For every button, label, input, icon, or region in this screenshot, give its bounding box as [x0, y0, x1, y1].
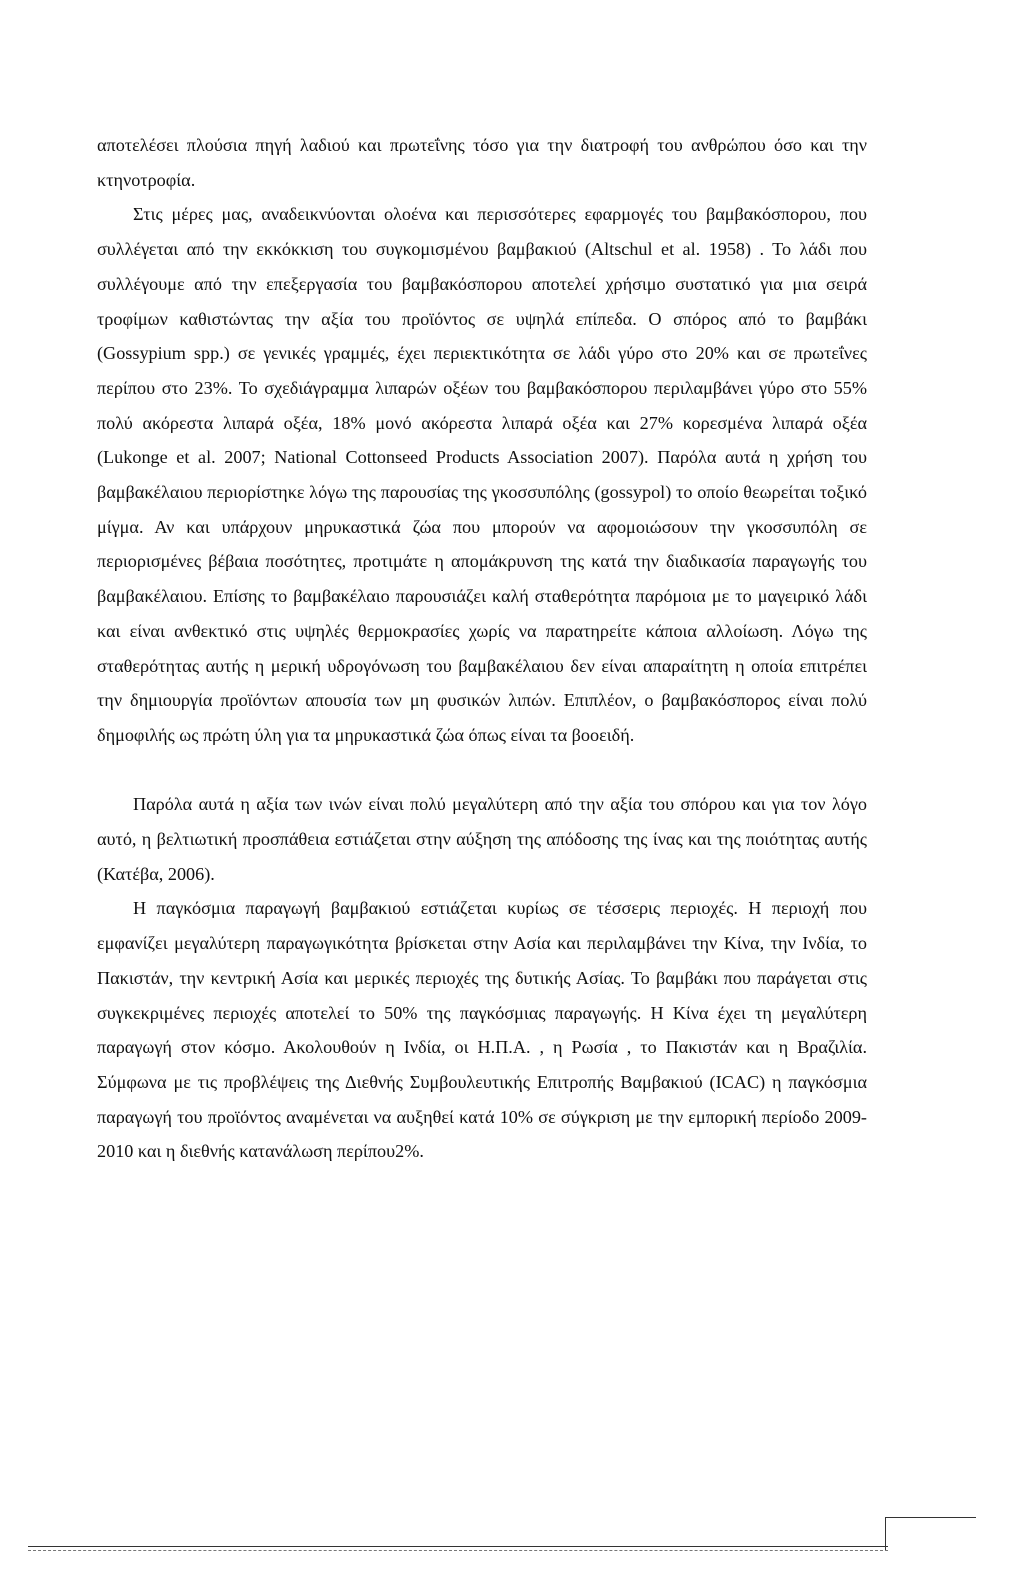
paragraph-world-production: Η παγκόσμια παραγωγή βαμβακιού εστιάζεται κυρίως σε τέσσερις περιοχές. Η περιοχή που εμφανίζει μεγαλύτερη παραγωγικότητα βρίσκεται στην Ασία και περιλαμβάνει την Κίνα, την Ινδία, το Πακιστάν, την κεντρική Ασία και μερικές περιοχές της δυτικής Ασίας. Το βαμβάκι που παράγεται στις συγκεκριμένες περιοχές αποτελεί το 50% της παγκόσμιας παραγωγής. Η Κίνα έχει τη μεγαλύτερη παραγωγή στον κόσμο. Ακολουθούν η Ινδία, οι Η.Π.Α. , η Ρωσία , το Πακιστάν και η Βραζιλία. Σύμφωνα με τις προβλέψεις της Διεθνής Συμβουλευτικής Επιτροπής Βαμβακιού (ICAC) η παγκόσμια παραγωγή του προϊόντος αναμένεται να αυξηθεί κατά 10% σε σύγκριση με την εμπορική περίοδο 2009-2010 και η διεθνής κατανάλωση περίπου2%. — [97, 898, 867, 1162]
paragraph-fiber-value: Παρόλα αυτά η αξία των ινών είναι πολύ μεγαλύτερη από την αξία του σπόρου και για τον λόγο αυτό, η βελτιωτική προσπάθεια εστιάζεται στην αύξηση της απόδοσης της ίνας και της ποιότητας αυτής (Κατέβα, 2006). — [97, 794, 867, 884]
paragraph-cottonseed-applications: Στις μέρες μας, αναδεικνύονται ολοένα και περισσότερες εφαρμογές του βαμβακόσπορου, που συλλέγεται από την εκκόκκιση του συγκομισμένου βαμβακιού (Altschul et al. 1958) . Το λάδι που συλλέγουμε από την επεξεργασία του βαμβακόσπορου αποτελεί χρήσιμο συστατικό για μια σειρά τροφίμων καθιστώντας την αξία του προϊόντος σε υψηλά επίπεδα. Ο σπόρος από το βαμβάκι (Gossypium spp.) σε γενικές γραμμές, έχει περιεκτικότητα σε λάδι γύρο στο 20% και σε πρωτεΐνες περίπου στο 23%. Το σχεδιάγραμμα λιπαρών οξέων του βαμβακόσπορου περιλαμβάνει γύρο στο 55% πολύ ακόρεστα λιπαρά οξέα, 18% μονό ακόρεστα λιπαρά οξέα και 27% κορεσμένα λιπαρά οξέα (Lukonge et al. 2007; National Cottonseed Products Association 2007). Παρόλα αυτά η χρήση του βαμβακέλαιου περιορίστηκε λόγω της παρουσίας της γκοσσυπόλης (gossypol) το οποίο θεωρείται τοξικό μίγμα. Αν και υπάρχουν μηρυκαστικά ζώα που μπορούν να αφομοιώσουν την γκοσσυπόλη σε περιορισμένες βέβαια ποσότητες, προτιμάτε η απομάκρυνση της κατά την διαδικασία παραγωγής του βαμβακέλαιου. Επίσης το βαμβακέλαιο παρουσιάζει καλή σταθερότητα παρόμοια με το μαγειρικό λάδι και είναι ανθεκτικό στις υψηλές θερμοκρασίες χωρίς να παρατηρείτε κάποια αλλοίωση. Λόγω της σταθερότητας αυτής η μερική υδρογόνωση του βαμβακέλαιου δεν είναι απαραίτητη η οποία επιτρέπει την δημιουργία προϊόντων απουσία των μη φυσικών λιπών. Επιπλέον, ο βαμβακόσπορος είναι πολύ δημοφιλής ως πρώτη ύλη για τα μηρυκαστικά ζώα όπως είναι τα βοοειδή. — [97, 204, 867, 745]
footer-rule-secondary — [28, 1550, 888, 1551]
body-text — [97, 128, 867, 1169]
footer-corner-mark — [885, 1517, 976, 1550]
footer-rule — [28, 1546, 888, 1547]
paragraph-continuation: αποτελέσει πλούσια πηγή λαδιού και πρωτεΐνης τόσο για την διατροφή του ανθρώπου όσο και την κτηνοτροφία. — [97, 135, 867, 190]
